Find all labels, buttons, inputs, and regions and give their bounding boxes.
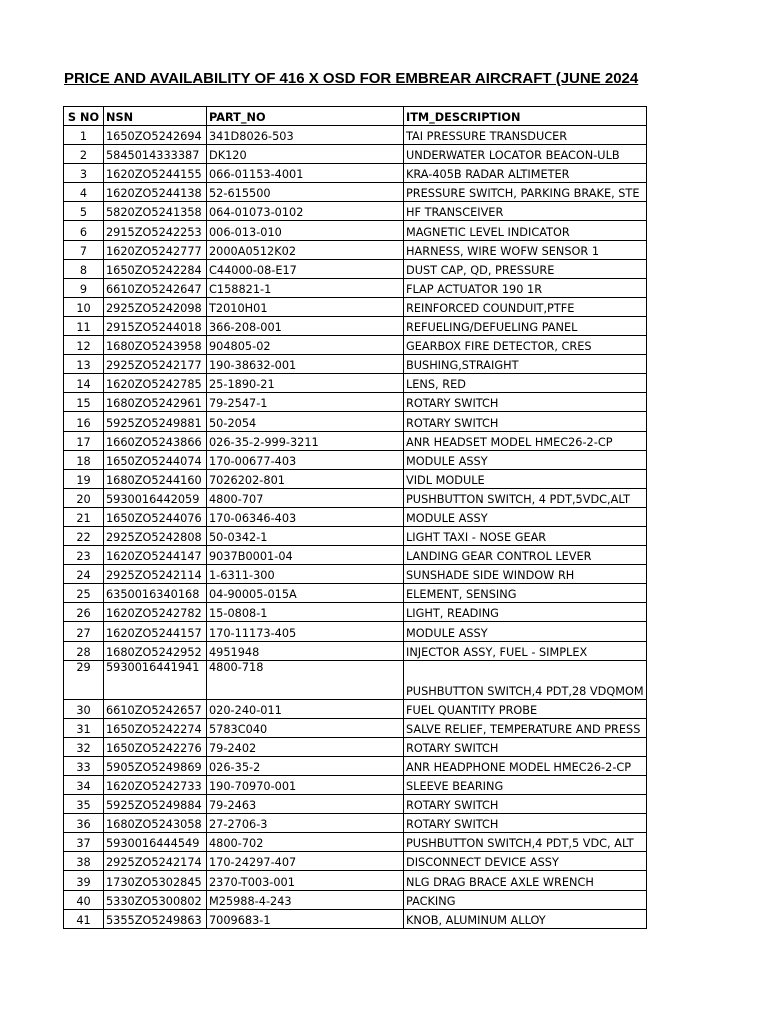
cell-part-no: 2370-T003-001	[207, 871, 404, 890]
table-row	[64, 316, 647, 335]
cell-sno: 23	[64, 546, 104, 565]
cell-sno: 32	[64, 737, 104, 756]
cell-part-no: 020-240-011	[207, 699, 404, 718]
table-row	[64, 183, 647, 202]
cell-part-no: 904805-02	[207, 336, 404, 355]
cell-part-no: 066-01153-4001	[207, 164, 404, 183]
cell-part-no: 7026202-801	[207, 469, 404, 488]
cell-sno: 31	[64, 718, 104, 737]
cell-sno: 11	[64, 316, 104, 335]
cell-nsn: 5925ZO5249884	[104, 795, 207, 814]
cell-sno: 9	[64, 278, 104, 297]
table-row	[64, 565, 647, 584]
table-row	[64, 795, 647, 814]
cell-sno: 36	[64, 814, 104, 833]
cell-sno: 22	[64, 526, 104, 545]
cell-description: BUSHING,STRAIGHT	[404, 355, 647, 374]
cell-part-no: 79-2402	[207, 737, 404, 756]
cell-nsn: 1620ZO5242782	[104, 603, 207, 622]
cell-part-no: 064-01073-0102	[207, 202, 404, 221]
cell-part-no: M25988-4-243	[207, 890, 404, 909]
table-row	[64, 469, 647, 488]
cell-sno: 41	[64, 909, 104, 928]
cell-description: SLEEVE BEARING	[404, 776, 647, 795]
table-row	[64, 488, 647, 507]
document-title: PRICE AND AVAILABILITY OF 416 X OSD FOR EMBREAR AIRCRAFT (JUNE 2024	[64, 70, 639, 87]
cell-nsn: 1680ZO5242952	[104, 641, 207, 660]
cell-nsn: 5355ZO5249863	[104, 909, 207, 928]
cell-nsn: 5845014333387	[104, 145, 207, 164]
table-row	[64, 776, 647, 795]
cell-part-no: 4800-707	[207, 488, 404, 507]
cell-sno: 27	[64, 622, 104, 641]
cell-description: TAI PRESSURE TRANSDUCER	[404, 126, 647, 145]
cell-description: KRA-405B RADAR ALTIMETER	[404, 164, 647, 183]
cell-sno: 19	[64, 469, 104, 488]
cell-nsn: 1650ZO5244076	[104, 507, 207, 526]
table-row	[64, 852, 647, 871]
cell-nsn: 5925ZO5249881	[104, 412, 207, 431]
cell-description: MODULE ASSY	[404, 622, 647, 641]
table-row	[64, 202, 647, 221]
cell-nsn: 1620ZO5242777	[104, 240, 207, 259]
cell-nsn: 1660ZO5243866	[104, 431, 207, 450]
table-row	[64, 431, 647, 450]
cell-description: UNDERWATER LOCATOR BEACON-ULB	[404, 145, 647, 164]
cell-part-no: 79-2547-1	[207, 393, 404, 412]
cell-part-no: 79-2463	[207, 795, 404, 814]
cell-part-no: 1-6311-300	[207, 565, 404, 584]
cell-description: ROTARY SWITCH	[404, 393, 647, 412]
cell-sno: 34	[64, 776, 104, 795]
cell-nsn: 1620ZO5242733	[104, 776, 207, 795]
cell-nsn: 2925ZO5242098	[104, 297, 207, 316]
table-row	[64, 355, 647, 374]
cell-description: LENS, RED	[404, 374, 647, 393]
cell-part-no: 006-013-010	[207, 221, 404, 240]
table-row	[64, 603, 647, 622]
cell-nsn: 1620ZO5242785	[104, 374, 207, 393]
cell-nsn: 1620ZO5244155	[104, 164, 207, 183]
cell-sno: 20	[64, 488, 104, 507]
cell-part-no: 15-0808-1	[207, 603, 404, 622]
table-row	[64, 756, 647, 775]
table-header-row	[64, 107, 647, 126]
cell-description: MAGNETIC LEVEL INDICATOR	[404, 221, 647, 240]
cell-description: ANR HEADSET MODEL HMEC26-2-CP	[404, 431, 647, 450]
cell-part-no: 026-35-2	[207, 756, 404, 775]
table-row	[64, 450, 647, 469]
cell-part-no: DK120	[207, 145, 404, 164]
table-row	[64, 871, 647, 890]
cell-sno: 26	[64, 603, 104, 622]
table-row	[64, 259, 647, 278]
cell-nsn: 1680ZO5243958	[104, 336, 207, 355]
cell-part-no: 50-2054	[207, 412, 404, 431]
cell-description: GEARBOX FIRE DETECTOR, CRES	[404, 336, 647, 355]
column-header-description: ITM_DESCRIPTION	[404, 107, 647, 126]
cell-description: ROTARY SWITCH	[404, 814, 647, 833]
table-row	[64, 412, 647, 431]
cell-nsn: 1620ZO5244138	[104, 183, 207, 202]
cell-part-no: 170-24297-407	[207, 852, 404, 871]
cell-nsn: 1650ZO5244074	[104, 450, 207, 469]
table-row	[64, 126, 647, 145]
cell-nsn: 2915ZO5244018	[104, 316, 207, 335]
cell-sno: 13	[64, 355, 104, 374]
cell-description: SALVE RELIEF, TEMPERATURE AND PRESS	[404, 718, 647, 737]
cell-description: LIGHT TAXI - NOSE GEAR	[404, 526, 647, 545]
cell-sno: 18	[64, 450, 104, 469]
cell-part-no: 52-615500	[207, 183, 404, 202]
cell-part-no: 190-38632-001	[207, 355, 404, 374]
cell-nsn: 5930016442059	[104, 488, 207, 507]
cell-sno: 38	[64, 852, 104, 871]
cell-sno: 24	[64, 565, 104, 584]
cell-sno: 37	[64, 833, 104, 852]
table-row	[64, 507, 647, 526]
cell-nsn: 1730ZO5302845	[104, 871, 207, 890]
cell-part-no: 5783C040	[207, 718, 404, 737]
cell-part-no: T2010H01	[207, 297, 404, 316]
cell-part-no: 341D8026-503	[207, 126, 404, 145]
cell-part-no: 04-90005-015A	[207, 584, 404, 603]
cell-description: HF TRANSCEIVER	[404, 202, 647, 221]
table-row	[64, 833, 647, 852]
cell-description: PACKING	[404, 890, 647, 909]
cell-part-no: 190-70970-001	[207, 776, 404, 795]
cell-sno: 14	[64, 374, 104, 393]
cell-sno: 21	[64, 507, 104, 526]
cell-nsn: 6350016340168	[104, 584, 207, 603]
cell-description: REINFORCED COUNDUIT,PTFE	[404, 297, 647, 316]
cell-part-no: 026-35-2-999-3211	[207, 431, 404, 450]
cell-part-no: 25-1890-21	[207, 374, 404, 393]
cell-description: PUSHBUTTON SWITCH, 4 PDT,5VDC,ALT	[404, 488, 647, 507]
cell-sno: 33	[64, 756, 104, 775]
table-row	[64, 164, 647, 183]
cell-sno: 25	[64, 584, 104, 603]
column-header-part-no: PART_NO	[207, 107, 404, 126]
cell-description: ROTARY SWITCH	[404, 412, 647, 431]
cell-sno: 10	[64, 297, 104, 316]
cell-part-no: 4800-702	[207, 833, 404, 852]
table-row	[64, 890, 647, 909]
cell-part-no: 366-208-001	[207, 316, 404, 335]
cell-description: ELEMENT, SENSING	[404, 584, 647, 603]
cell-part-no: 4951948	[207, 641, 404, 660]
cell-part-no: 2000A0512K02	[207, 240, 404, 259]
table-row	[64, 699, 647, 718]
table-row	[64, 374, 647, 393]
cell-nsn: 1620ZO5244157	[104, 622, 207, 641]
cell-description: PRESSURE SWITCH, PARKING BRAKE, STE	[404, 183, 647, 202]
parts-table	[63, 106, 647, 929]
table-row	[64, 584, 647, 603]
cell-sno: 29	[64, 660, 104, 699]
table-row	[64, 546, 647, 565]
cell-nsn: 6610ZO5242657	[104, 699, 207, 718]
cell-description: FUEL QUANTITY PROBE	[404, 699, 647, 718]
cell-part-no: 170-06346-403	[207, 507, 404, 526]
cell-sno: 15	[64, 393, 104, 412]
table-row	[64, 145, 647, 164]
table-row	[64, 660, 647, 699]
cell-nsn: 2925ZO5242177	[104, 355, 207, 374]
cell-sno: 5	[64, 202, 104, 221]
cell-nsn: 1650ZO5242694	[104, 126, 207, 145]
cell-description: MODULE ASSY	[404, 507, 647, 526]
cell-description: LANDING GEAR CONTROL LEVER	[404, 546, 647, 565]
cell-description: KNOB, ALUMINUM ALLOY	[404, 909, 647, 928]
cell-sno: 35	[64, 795, 104, 814]
cell-sno: 4	[64, 183, 104, 202]
cell-description: ROTARY SWITCH	[404, 737, 647, 756]
cell-nsn: 1680ZO5243058	[104, 814, 207, 833]
cell-nsn: 1650ZO5242284	[104, 259, 207, 278]
cell-sno: 6	[64, 221, 104, 240]
table-row	[64, 336, 647, 355]
cell-nsn: 5330ZO5300802	[104, 890, 207, 909]
cell-description: LIGHT, READING	[404, 603, 647, 622]
cell-description: VIDL MODULE	[404, 469, 647, 488]
table-row	[64, 718, 647, 737]
cell-nsn: 5930016444549	[104, 833, 207, 852]
column-header-sno: S NO	[64, 107, 104, 126]
table-row	[64, 278, 647, 297]
cell-sno: 17	[64, 431, 104, 450]
cell-description: PUSHBUTTON SWITCH,4 PDT,28 VDQMOM	[404, 660, 647, 699]
cell-part-no: 7009683-1	[207, 909, 404, 928]
cell-nsn: 1650ZO5242274	[104, 718, 207, 737]
cell-sno: 1	[64, 126, 104, 145]
cell-description: SUNSHADE SIDE WINDOW RH	[404, 565, 647, 584]
cell-sno: 12	[64, 336, 104, 355]
cell-sno: 3	[64, 164, 104, 183]
cell-nsn: 1650ZO5242276	[104, 737, 207, 756]
cell-part-no: 27-2706-3	[207, 814, 404, 833]
cell-sno: 30	[64, 699, 104, 718]
cell-nsn: 2925ZO5242114	[104, 565, 207, 584]
cell-part-no: 50-0342-1	[207, 526, 404, 545]
cell-nsn: 6610ZO5242647	[104, 278, 207, 297]
table-row	[64, 526, 647, 545]
cell-description: REFUELING/DEFUELING PANEL	[404, 316, 647, 335]
cell-nsn: 1680ZO5242961	[104, 393, 207, 412]
cell-description: ANR HEADPHONE MODEL HMEC26-2-CP	[404, 756, 647, 775]
table-body	[64, 126, 647, 929]
cell-part-no: C44000-08-E17	[207, 259, 404, 278]
table-row	[64, 240, 647, 259]
cell-sno: 16	[64, 412, 104, 431]
cell-sno: 8	[64, 259, 104, 278]
cell-part-no: 4800-718	[207, 660, 404, 699]
cell-description: PUSHBUTTON SWITCH,4 PDT,5 VDC, ALT	[404, 833, 647, 852]
cell-nsn: 1620ZO5244147	[104, 546, 207, 565]
cell-description: HARNESS, WIRE WOFW SENSOR 1	[404, 240, 647, 259]
cell-nsn: 1680ZO5244160	[104, 469, 207, 488]
cell-nsn: 5930016441941	[104, 660, 207, 699]
table-row	[64, 909, 647, 928]
cell-sno: 7	[64, 240, 104, 259]
cell-part-no: C158821-1	[207, 278, 404, 297]
cell-sno: 28	[64, 641, 104, 660]
cell-nsn: 5905ZO5249869	[104, 756, 207, 775]
cell-description: FLAP ACTUATOR 190 1R	[404, 278, 647, 297]
table-row	[64, 814, 647, 833]
column-header-nsn: NSN	[104, 107, 207, 126]
cell-part-no: 170-11173-405	[207, 622, 404, 641]
table-row	[64, 641, 647, 660]
table-row	[64, 393, 647, 412]
cell-part-no: 9037B0001-04	[207, 546, 404, 565]
cell-description: ROTARY SWITCH	[404, 795, 647, 814]
cell-description: DUST CAP, QD, PRESSURE	[404, 259, 647, 278]
cell-sno: 2	[64, 145, 104, 164]
table-row	[64, 221, 647, 240]
table-row	[64, 622, 647, 641]
cell-nsn: 2915ZO5242253	[104, 221, 207, 240]
cell-nsn: 2925ZO5242174	[104, 852, 207, 871]
cell-part-no: 170-00677-403	[207, 450, 404, 469]
cell-sno: 40	[64, 890, 104, 909]
cell-description: INJECTOR ASSY, FUEL - SIMPLEX	[404, 641, 647, 660]
table-row	[64, 297, 647, 316]
cell-description: DISCONNECT DEVICE ASSY	[404, 852, 647, 871]
cell-nsn: 2925ZO5242808	[104, 526, 207, 545]
cell-nsn: 5820ZO5241358	[104, 202, 207, 221]
table-row	[64, 737, 647, 756]
cell-sno: 39	[64, 871, 104, 890]
cell-description: MODULE ASSY	[404, 450, 647, 469]
cell-description: NLG DRAG BRACE AXLE WRENCH	[404, 871, 647, 890]
